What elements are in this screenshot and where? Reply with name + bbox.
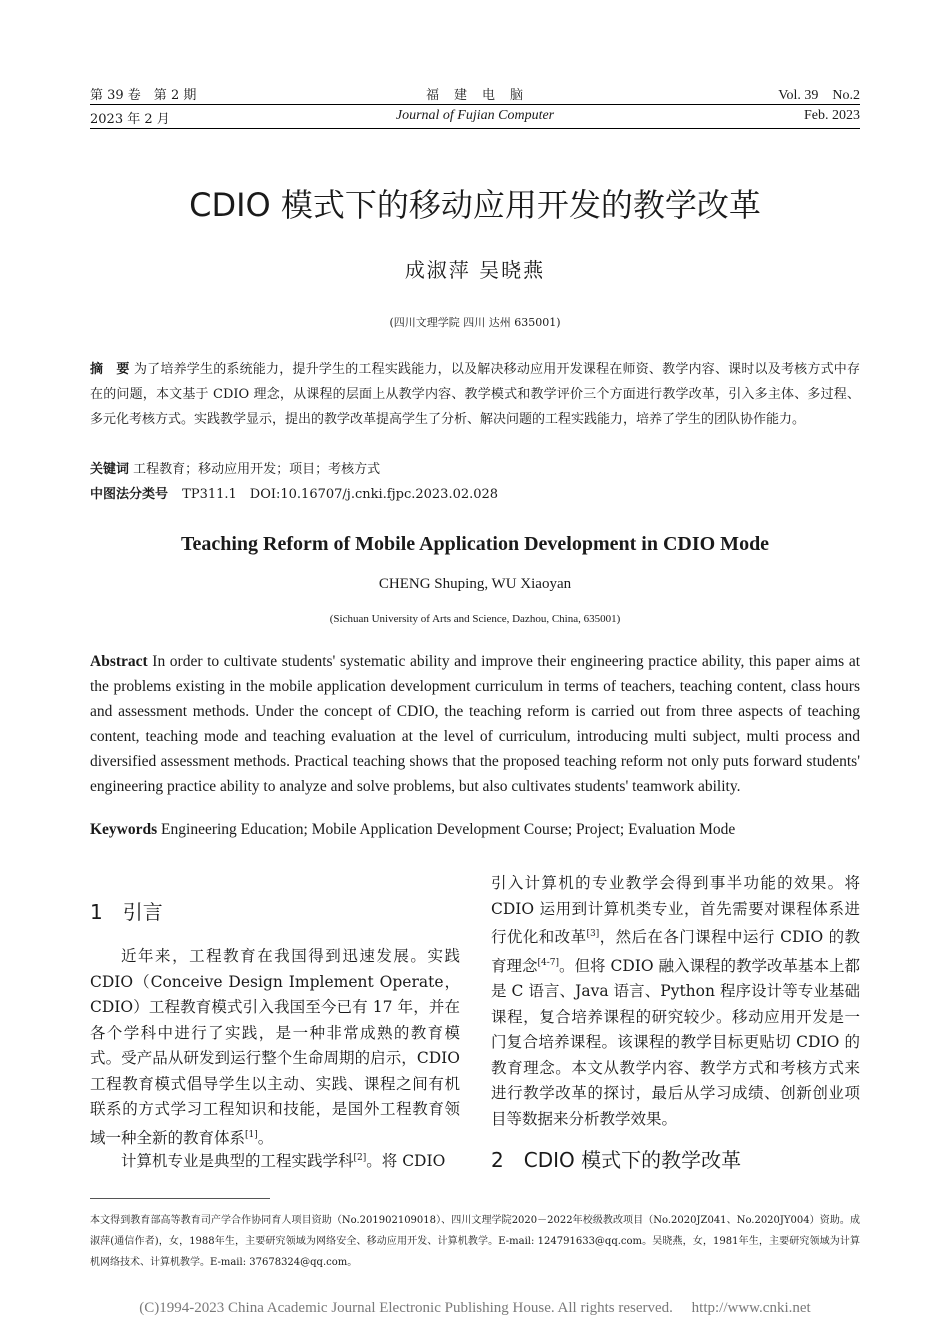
- affiliation-cn: (四川文理学院 四川 达州 635001): [389, 316, 561, 329]
- classification-label: 中图法分类号: [90, 487, 169, 502]
- keywords-cn: [90, 457, 860, 482]
- keywords-en-label: Keywords: [90, 821, 158, 838]
- section-1-paragraph-1-text: 近年来，工程教育在我国得到迅速发展。实践 CDIO（Conceive Design Implement Operate，CDIO）工程教育模式引入我国至今已有 17 年，并在各个学科中进行了实践，是一种非常成熟的教育模式。受产品从研发到运行整个生命周期的启示，CDIO 工程教育模式倡导学生以主动、实践、课程之间有机联系的方式学习工程知识和技能，是国外工程教育领域一种全新的教育体系: [90, 947, 460, 1147]
- section-2-heading: 2 CDIO 模式下的教学改革: [491, 1148, 742, 1172]
- authors-en: CHENG Shuping, WU Xiaoyan: [378, 576, 572, 592]
- copyright-line: (C)1994-2023 China Academic Journal Electronic Publishing House. All rights reserved. http://www.cnki.net: [139, 1300, 811, 1316]
- header-date-en: Feb. 2023: [804, 108, 860, 123]
- right-column-paragraph: [491, 871, 860, 1132]
- keywords-en: [90, 821, 860, 839]
- abstract-en-label: Abstract: [90, 653, 148, 670]
- paper-title-en: Teaching Reform of Mobile Application Development in CDIO Mode: [180, 533, 770, 555]
- header-rule-top: [90, 104, 860, 105]
- classification-text: TP311.1 DOI:10.16707/j.cnki.fjpc.2023.02.028: [182, 487, 499, 502]
- keywords-en-text: Engineering Education; Mobile Application Development Course; Project; Evaluation Mode: [161, 821, 736, 838]
- section-1-heading: 1 引言: [90, 900, 163, 924]
- citation-3: [3]: [586, 929, 600, 939]
- citation-2: [2]: [353, 1153, 367, 1163]
- section-1-paragraph-2-end: 。将 CDIO: [366, 1152, 446, 1171]
- citation-1: [1]: [245, 1129, 258, 1140]
- header-rule-bottom: [90, 128, 860, 129]
- header-date-cn: 2023 年 2 月: [90, 112, 170, 127]
- right-column-text-c: 。但将 CDIO 融入课程的教学改革基本上都是 C 语言、Java 语言、Python 程序设计等专业基础课程，复合培养课程的研究较少。移动应用开发是一门复合培养课程。该课程的教学目标更贴切 CDIO 的教育理念。本文从教学内容、教学方式和考核方式来进行教学改革的探讨，最后从学习成绩、创新创业项目等数据来分析教学效果。: [491, 956, 861, 1128]
- footnote: 本文得到教育部高等教育司产学合作协同育人项目资助（No.201902109018）、四川文理学院2020－2022年校级教改项目（No.2020JZ041、No.2020JY004）资助。成淑萍(通信作者)，女，1988年生，主要研究领域为网络安全、移动应用开发、计算机教学。E-mail: 124791633@qq.com。吴晓燕，女，1981年生，主要研究领域为计算机网络技术、计算机教学。E-mail: 37678324@qq.com。: [90, 1215, 860, 1268]
- section-1-paragraph-1-end: 。: [257, 1128, 274, 1147]
- classification: [90, 482, 860, 507]
- header-volume-cn: 第 39 卷 第 2 期: [90, 88, 197, 103]
- header-journal-cn: 福 建 电 脑: [425, 88, 524, 103]
- citation-4-7: [4-7]: [537, 957, 560, 968]
- abstract-cn-text: 为了培养学生的系统能力，提升学生的工程实践能力，以及解决移动应用开发课程在师资、教学内容、课时以及考核方式中存在的问题，本文基于 CDIO 理念，从课程的层面上从教学内容、教学模式和教学评价三个方面进行教学改革，引入多主体、多过程、多元化考核方式。实践教学显示，提出的教学改革提高学生了分析、解决问题的工程实践能力，培养了学生的团队协作能力。: [90, 362, 860, 427]
- section-1-paragraph-2: [90, 1146, 460, 1175]
- authors-cn: 成淑萍 吴晓燕: [404, 258, 546, 282]
- affiliation-en: (Sichuan University of Arts and Science, Dazhou, China, 635001): [329, 613, 621, 625]
- header-volume-en: Vol. 39 No.2: [778, 88, 860, 103]
- paper-title-cn: CDIO 模式下的移动应用开发的教学改革: [189, 186, 761, 224]
- abstract-cn: [90, 357, 860, 432]
- section-1-paragraph-1: [90, 944, 460, 1151]
- right-column-text-a: 引入计算机的专业教学会得到事半功能的效果。将 CDIO 运用到计算机类专业，首先需要对课程体系进行优化和改革: [491, 874, 860, 947]
- footnote-rule: [90, 1198, 270, 1199]
- right-column-text-b: ，然后在各门课程中运行 CDIO 的教育理念: [491, 928, 860, 975]
- abstract-en-text: In order to cultivate students' systematic ability and improve their engineering practice ability, this paper aims at the problems existing in the mobile application development curriculum in terms of teachers, teaching content, class hours and assessment methods. Under the concept of CDIO, the teaching reform is carried out from three aspects of teaching content, teaching mode and teaching evaluation at the level of curriculum, introducing multi subject, multi process and diversified assessment methods. Practical teaching shows that the proposed teaching reform not only puts forward students' engineering practice ability to analyze and solve problems, but also cultivates students' teamwork ability.: [90, 653, 861, 795]
- section-1-paragraph-2-text: 计算机专业是典型的工程实践学科: [121, 1152, 354, 1171]
- header-journal-en: Journal of Fujian Computer: [395, 108, 555, 123]
- keywords-cn-text: 工程教育；移动应用开发；项目；考核方式: [133, 462, 381, 477]
- abstract-en: [90, 649, 860, 799]
- keywords-cn-label: 关键词: [90, 462, 130, 477]
- abstract-cn-label: 摘 要: [90, 362, 130, 377]
